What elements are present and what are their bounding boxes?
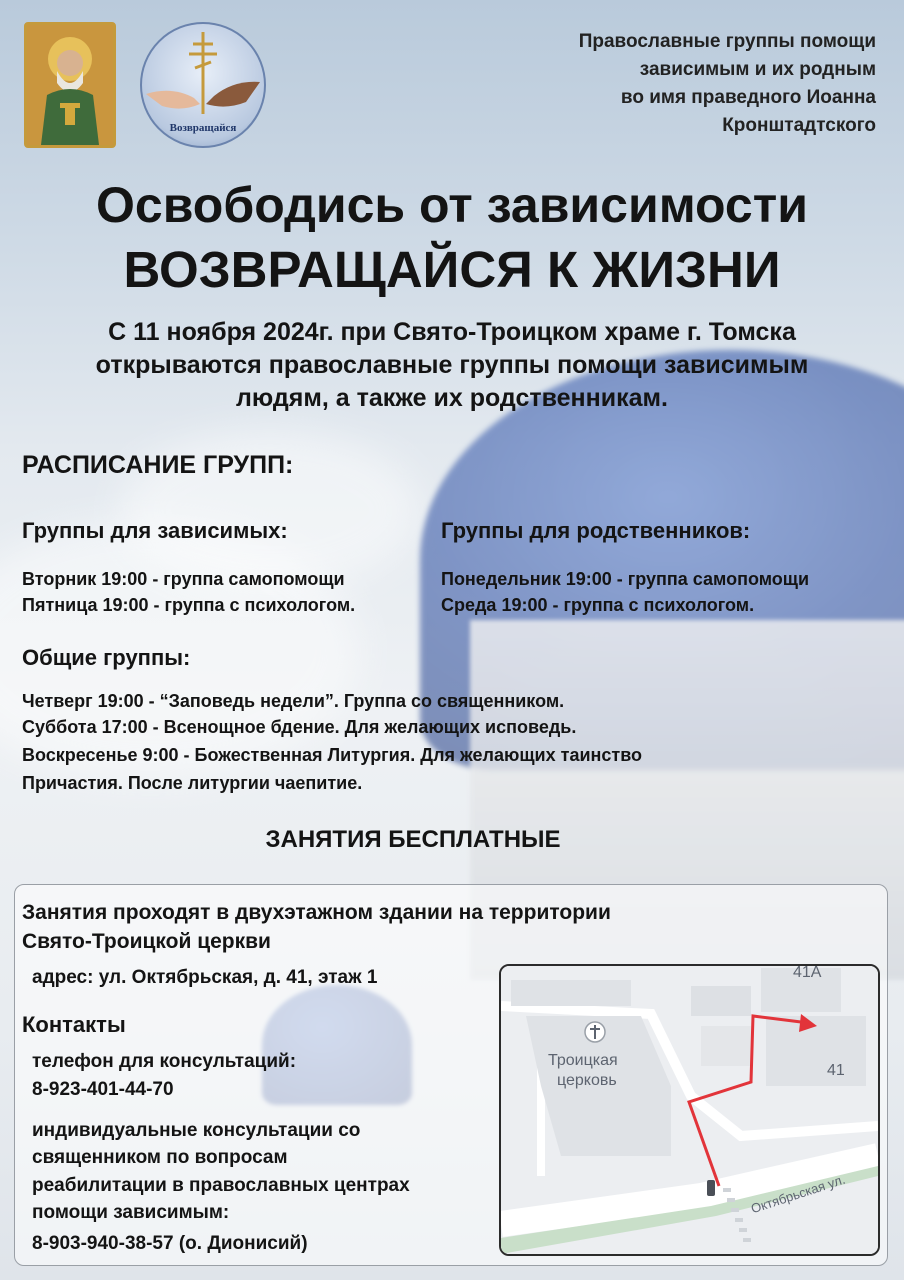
intro-line: людям, а также их родственникам.	[236, 384, 668, 412]
schedule-item: Четверг 19:00 - “Заповедь недели”. Группа со священником.	[22, 691, 565, 711]
org-line: Кронштадтского	[722, 115, 876, 136]
priest-consult-line: индивидуальные консультации со	[32, 1120, 361, 1141]
map-church-label: церковь	[557, 1072, 617, 1089]
location-line: Занятия проходят в двухэтажном здании на территории	[22, 901, 611, 924]
location-map[interactable]	[499, 964, 880, 1256]
address: адрес: ул. Октябрьская, д. 41, этаж 1	[32, 967, 378, 988]
contacts-title: Контакты	[22, 1012, 126, 1037]
headline-sub: ВОЗВРАЩАЙСЯ К ЖИЗНИ	[123, 241, 781, 298]
headline-main: Освободись от зависимости	[96, 177, 808, 233]
consult-phone[interactable]: 8-923-401-44-70	[32, 1079, 174, 1100]
schedule-item: Понедельник 19:00 - группа самопомощи	[441, 569, 810, 589]
priest-consult-line: священником по вопросам	[32, 1147, 288, 1168]
consult-label: телефон для консультаций:	[32, 1051, 297, 1072]
addicts-groups-heading: Группы для зависимых:	[22, 518, 288, 543]
map-building-41: 41	[827, 1062, 845, 1079]
intro-line: С 11 ноября 2024г. при Свято-Троицком храме г. Томска	[108, 318, 796, 346]
schedule-item: Пятница 19:00 - группа с психологом.	[22, 595, 356, 615]
org-line: зависимым и их родным	[639, 59, 876, 80]
schedule-item: Воскресенье 9:00 - Божественная Литургия. Для желающих таинство	[22, 745, 643, 765]
intro-line: открываются православные группы помощи зависимым	[95, 351, 809, 379]
schedule-item: Среда 19:00 - группа с психологом.	[441, 595, 755, 615]
relatives-groups-heading: Группы для родственников:	[441, 518, 751, 543]
priest-phone[interactable]: 8-903-940-38-57 (о. Дионисий)	[32, 1233, 308, 1254]
priest-consult-line: помощи зависимым:	[32, 1202, 230, 1223]
map-building-41a: 41А	[793, 964, 822, 981]
common-groups-heading: Общие группы:	[22, 645, 191, 670]
intro-text	[20, 316, 884, 415]
map-street-label: Октябрьская ул.	[749, 1171, 847, 1217]
location-title	[22, 898, 782, 956]
schedule-item: Причастия. После литургии чаепитие.	[22, 773, 363, 793]
saint-icon	[24, 22, 116, 148]
location-line: Свято-Троицкой церкви	[22, 930, 271, 953]
org-line: во имя праведного Иоанна	[620, 87, 876, 108]
logo	[140, 22, 266, 148]
priest-consult-line: реабилитации в православных центрах	[32, 1175, 410, 1196]
organization-name	[456, 28, 876, 140]
free-classes-note: ЗАНЯТИЯ БЕСПЛАТНЫЕ	[265, 826, 561, 853]
schedule-item: Суббота 17:00 - Всенощное бдение. Для желающих исповедь.	[22, 717, 577, 737]
schedule-item: Вторник 19:00 - группа самопомощи	[22, 569, 345, 589]
map-church-label: Троицкая	[548, 1052, 618, 1069]
org-line: Православные группы помощи	[578, 31, 876, 52]
logo-text: Возвращайся	[169, 122, 237, 134]
schedule-title: РАСПИСАНИЕ ГРУПП:	[22, 451, 294, 479]
